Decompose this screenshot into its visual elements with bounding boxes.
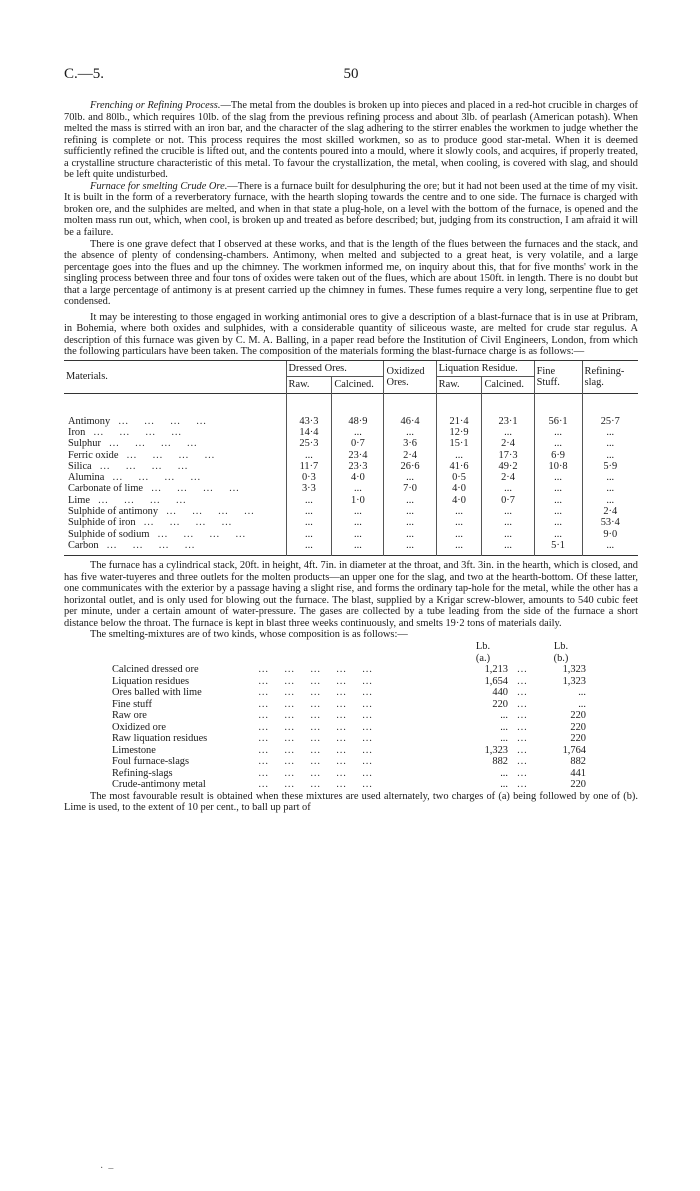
table-cell: 2·4 bbox=[482, 472, 534, 483]
page-body bbox=[64, 100, 638, 814]
table-cell: ... bbox=[332, 540, 384, 556]
paragraph-favourable-result: The most favourable result is obtained when these mixtures are used alternately, two charges of (a) being followed by one of (b). Lime is used, to the extent of 10 per cent., to ball up part of bbox=[64, 790, 638, 814]
mixture-a-amount: 1,654 bbox=[484, 675, 508, 687]
mixture-row: Refining-slags … … … … … ... … 441 bbox=[112, 767, 586, 779]
material-name: Silica … … … … bbox=[68, 460, 188, 472]
material-name: Sulphur … … … … bbox=[68, 438, 198, 450]
table-row bbox=[64, 450, 638, 461]
paragraph-flue-defect: There is one grave defect that I observed at these works, and that is the length of the flues between the furnaces and the stack, and the absence of plenty of condensing-chambers. Antimony, when melted and subjected to a great heat, is very volatile, and a large percentage goes into the flues and up the chimney. The workmen informed me, on inquiry about this, that for five months' work in the singling process between three and four tons of oxides were taken out of the flues, which are about 150ft. in length. There is no doubt but that a large percentage of antimony is at present carried up the chimney in fumes. These fumes require a very long, serpentine flue to get condensed. bbox=[64, 238, 638, 308]
table-cell: ... bbox=[582, 427, 638, 438]
mixture-b-amount: 441 bbox=[570, 767, 586, 779]
table-cell: 2·4 bbox=[482, 438, 534, 449]
table-cell: ... bbox=[436, 529, 482, 540]
mixture-ingredient: Ores balled with lime bbox=[112, 687, 202, 699]
crude-ore-furnace-text: —There is a furnace built for desulphuring the ore; but it had not been used at the time of my visit. It is built in the form of a reverberatory furnace, with the hearth sloping towards the centre and to one side. The furnace is charged with broken ore, and the sulphides are melted, and when in that state a plug-hole, on a level with the bottom of the furnace, is opened and the molten mass run out, which, when cool, is broken up and treated as before described; but, judging from its construction, I am afraid it will be a failure. bbox=[64, 180, 638, 239]
material-name: Sulphide of antimony … … … … bbox=[68, 506, 255, 517]
table-cell: ... bbox=[482, 529, 534, 540]
mixture-row: Limestone … … … … … 1,323 … 1,764 bbox=[112, 744, 586, 756]
header-liquation-calcined: Calcined. bbox=[482, 377, 534, 393]
table-cell: 25·7 bbox=[582, 393, 638, 427]
table-cell: ... bbox=[534, 427, 582, 438]
table-cell: 0·7 bbox=[482, 495, 534, 506]
mixture-ingredient: Crude-antimony metal bbox=[112, 779, 206, 791]
mixture-row: Foul furnace-slags … … … … … 882 … 882 bbox=[112, 756, 586, 768]
header-dressed-ores: Dressed Ores. bbox=[286, 361, 384, 377]
table-cell: 25·3 bbox=[286, 438, 332, 449]
table-cell: 48·9 bbox=[332, 393, 384, 427]
document-reference: C.—5. bbox=[64, 66, 105, 82]
header-materials: Materials. bbox=[64, 361, 286, 394]
table-row bbox=[64, 483, 638, 494]
mixture-ingredient: Calcined dressed ore bbox=[112, 664, 199, 676]
table-cell: ... bbox=[286, 450, 332, 461]
table-cell: 9·0 bbox=[582, 529, 638, 540]
mixture-b-unit: Lb. bbox=[553, 641, 569, 653]
table-cell: 46·4 bbox=[384, 393, 436, 427]
table-cell: ... bbox=[384, 517, 436, 528]
mixture-row: Oxidized ore … … … … … ... … 220 bbox=[112, 721, 586, 733]
mixture-a-amount: ... bbox=[500, 710, 508, 722]
table-cell: ... bbox=[384, 540, 436, 556]
table-row bbox=[64, 506, 638, 517]
table-cell: ... bbox=[582, 438, 638, 449]
mixture-a-unit: Lb. bbox=[475, 641, 491, 653]
header-oxidized-ores: Oxidized Ores. bbox=[384, 361, 436, 394]
table-cell: ... bbox=[436, 506, 482, 517]
mixture-b-amount: 1,764 bbox=[562, 744, 586, 756]
table-row bbox=[64, 461, 638, 472]
mixture-b-amount: ... bbox=[578, 698, 586, 710]
mixture-ingredient: Raw liquation residues bbox=[112, 733, 208, 745]
table-cell: 53·4 bbox=[582, 517, 638, 528]
table-cell: 4·0 bbox=[436, 483, 482, 494]
material-name: Iron … … … … bbox=[68, 426, 182, 438]
mixture-a-amount: 220 bbox=[492, 698, 508, 710]
mixture-a-amount: 440 bbox=[492, 687, 508, 699]
table-cell: 2·4 bbox=[582, 506, 638, 517]
mixture-b-amount: 220 bbox=[570, 779, 586, 791]
table-cell: 1·0 bbox=[332, 495, 384, 506]
mixture-b-amount: 220 bbox=[570, 721, 586, 733]
header-liquation-raw: Raw. bbox=[436, 377, 482, 393]
mixture-row: Liquation residues … … … … … 1,654 … 1,323 bbox=[112, 675, 586, 687]
table-cell: ... bbox=[436, 540, 482, 556]
paragraph-refining-process bbox=[64, 100, 638, 181]
table-cell: ... bbox=[286, 506, 332, 517]
mixture-a-amount: 1,323 bbox=[484, 744, 508, 756]
table-cell: ... bbox=[482, 517, 534, 528]
mixture-a-amount: ... bbox=[500, 767, 508, 779]
header-dressed-calcined: Calcined. bbox=[332, 377, 384, 393]
table-cell: ... bbox=[582, 540, 638, 556]
mixture-a-amount: ... bbox=[500, 721, 508, 733]
table-cell: ... bbox=[384, 495, 436, 506]
table-cell: 23·1 bbox=[482, 393, 534, 427]
table-cell: ... bbox=[534, 495, 582, 506]
table-cell: ... bbox=[482, 506, 534, 517]
table-row bbox=[64, 427, 638, 438]
mixture-b-amount: 220 bbox=[570, 710, 586, 722]
page-number: 50 bbox=[343, 66, 359, 82]
mixture-b-amount: 220 bbox=[570, 733, 586, 745]
refining-process-text: —The metal from the doubles is broken up into pieces and placed in a red-hot crucible in charges of 70lb. and 80lb., which requires 10lb. of the slag from the previous refining process and about 3lb. of pearlash (American potash). When melted the mass is stirred with an iron bar, and the character of the slag adhering to the stirrer enables the workmen to judge whether the refining is complete or not. This process requires the most skilled workmen, so as to produce good star-metal. When it is deemed sufficiently refined the crucible is lifted out, and the contents poured into a mould, where it slowly cools, and acquires, if properly treated, a crystalline structure characteristic of this metal. To favour the crystallization, the metal, when cooling, is covered with slag, and should be left quite undisturbed. bbox=[64, 100, 639, 181]
table-cell: ... bbox=[286, 529, 332, 540]
page-header bbox=[64, 66, 638, 86]
table-cell: ... bbox=[482, 483, 534, 494]
mixture-a-amount: ... bbox=[500, 779, 508, 791]
paragraph-furnace-description: The furnace has a cylindrical stack, 20ft. in height, 4ft. 7in. in diameter at the throat, and 3ft. 3in. in the hearth, which is closed, and has five water-tuyeres and three outlets for the molten products—an upper one for the slag, and two at the hearth-bottom. Of these latter, one communicates with the exterior by a passage having a slight rise, and forms the ordinary tap-hole for the metal, while the other has a horizontal outlet, and is only used for blowing out the furnace. The blast, supplied by a Krigar screw-blower, amounts to 540 cubic feet per minute, under a certain amount of water-pressure. The gases are collected by a tube leading from the side of the furnace a short distance below the throat. The furnace is kept in blast three weeks continuously, and smelts 19·2 tons of materials daily. bbox=[64, 560, 638, 629]
table-row bbox=[64, 495, 638, 506]
table-cell: ... bbox=[534, 483, 582, 494]
mixture-row: Raw liquation residues … … … … … ... … 220 bbox=[112, 733, 586, 745]
mixture-ingredient: Liquation residues bbox=[112, 675, 190, 687]
table-cell: ... bbox=[286, 517, 332, 528]
table-row bbox=[64, 472, 638, 483]
table-cell: 21·4 bbox=[436, 393, 482, 427]
table-row bbox=[64, 517, 638, 528]
table-cell: ... bbox=[436, 517, 482, 528]
table-cell: ... bbox=[332, 529, 384, 540]
material-name: Alumina … … … … bbox=[68, 472, 201, 484]
crude-ore-furnace-heading: Furnace for smelting Crude Ore. bbox=[90, 180, 228, 192]
table-cell: ... bbox=[582, 450, 638, 461]
table-cell: ... bbox=[384, 506, 436, 517]
smelting-mixtures-list bbox=[112, 641, 586, 791]
table-cell: ... bbox=[534, 472, 582, 483]
table-cell: ... bbox=[582, 483, 638, 494]
table-cell: ... bbox=[482, 540, 534, 556]
table-cell: ... bbox=[332, 483, 384, 494]
mixture-row: Crude-antimony metal … … … … … ... … 220 bbox=[112, 779, 586, 791]
mixture-ingredient: Foul furnace-slags bbox=[112, 756, 190, 768]
table-cell: 11·7 bbox=[286, 461, 332, 472]
table-cell: 6·9 bbox=[534, 450, 582, 461]
table-cell: 49·2 bbox=[482, 461, 534, 472]
material-name: Lime … … … … bbox=[68, 494, 187, 506]
table-cell: 43·3 bbox=[286, 393, 332, 427]
mixture-ingredient: Refining-slags bbox=[112, 767, 173, 779]
table-cell: 23·4 bbox=[332, 450, 384, 461]
mixture-ingredient: Limestone bbox=[112, 744, 156, 756]
table-cell: 0·3 bbox=[286, 472, 332, 483]
paragraph-crude-ore-furnace bbox=[64, 181, 638, 239]
table-cell: ... bbox=[286, 540, 332, 556]
table-cell: 10·8 bbox=[534, 461, 582, 472]
mixtures-rows bbox=[112, 664, 586, 791]
table-cell: ... bbox=[286, 495, 332, 506]
table-cell: ... bbox=[332, 517, 384, 528]
table-cell: ... bbox=[534, 529, 582, 540]
mixture-b-amount: 1,323 bbox=[562, 664, 586, 676]
table-cell: ... bbox=[482, 427, 534, 438]
mixture-a-label: (a.) bbox=[475, 652, 491, 664]
material-name: Carbonate of lime … … … … bbox=[68, 483, 240, 495]
table-cell: 14·4 bbox=[286, 427, 332, 438]
table-cell: ... bbox=[534, 517, 582, 528]
mixture-a-amount: 882 bbox=[492, 756, 508, 768]
mixtures-label-row bbox=[112, 653, 586, 665]
table-cell: 41·6 bbox=[436, 461, 482, 472]
table-cell: 3·6 bbox=[384, 438, 436, 449]
materials-table-body bbox=[64, 393, 638, 556]
mixture-ingredient: Fine stuff bbox=[112, 698, 152, 710]
table-row bbox=[64, 393, 638, 427]
table-row bbox=[64, 438, 638, 449]
mixtures-unit-row bbox=[112, 641, 586, 653]
material-name: Ferric oxide … … … … bbox=[68, 449, 215, 461]
header-refining-slag: Refining-slag. bbox=[582, 361, 638, 394]
table-cell: 0·7 bbox=[332, 438, 384, 449]
header-liquation-residue: Liquation Residue. bbox=[436, 361, 534, 377]
table-cell: ... bbox=[332, 506, 384, 517]
materials-composition-table bbox=[64, 360, 638, 556]
mixture-b-amount: 882 bbox=[570, 756, 586, 768]
mixture-b-amount: 1,323 bbox=[562, 675, 586, 687]
table-cell: 5·1 bbox=[534, 540, 582, 556]
table-cell: ... bbox=[534, 506, 582, 517]
table-cell: ... bbox=[332, 427, 384, 438]
table-cell: 0·5 bbox=[436, 472, 482, 483]
table-cell: 12·9 bbox=[436, 427, 482, 438]
table-cell: 17·3 bbox=[482, 450, 534, 461]
mixture-ingredient: Oxidized ore bbox=[112, 721, 166, 733]
table-cell: 15·1 bbox=[436, 438, 482, 449]
table-cell: 5·9 bbox=[582, 461, 638, 472]
header-fine-stuff: Fine Stuff. bbox=[534, 361, 582, 394]
mixture-a-amount: 1,213 bbox=[484, 664, 508, 676]
mixture-row: Ores balled with lime … … … … … 440 … ... bbox=[112, 687, 586, 699]
table-cell: 4·0 bbox=[332, 472, 384, 483]
page-footer-mark: · – bbox=[100, 1163, 114, 1174]
material-name: Sulphide of iron … … … … bbox=[68, 517, 232, 529]
mixture-b-label: (b.) bbox=[553, 652, 569, 664]
table-cell: ... bbox=[582, 472, 638, 483]
mixture-a-amount: ... bbox=[500, 733, 508, 745]
table-cell: ... bbox=[534, 438, 582, 449]
refining-process-heading: Frenching or Refining Process. bbox=[90, 100, 221, 111]
material-name: Sulphide of sodium … … … … bbox=[68, 528, 246, 540]
material-name: Carbon … … … … bbox=[68, 539, 195, 551]
table-cell: 4·0 bbox=[436, 495, 482, 506]
material-name: Antimony … … … … bbox=[68, 415, 207, 427]
mixture-row: Calcined dressed ore … … … … … 1,213 … 1,323 bbox=[112, 664, 586, 676]
table-cell: 2·4 bbox=[384, 450, 436, 461]
table-cell: ... bbox=[384, 427, 436, 438]
mixture-row: Raw ore … … … … … ... … 220 bbox=[112, 710, 586, 722]
table-cell: ... bbox=[582, 495, 638, 506]
paragraph-blast-furnace-intro: It may be interesting to those engaged in working antimonial ores to give a description of a blast-furnace that is in use at Pribram, in Bohemia, where both oxides and sulphides, with a considerable quantity of siliceous waste, are melted for crude star regulus. A description of this furnace was given by C. M. A. Balling, in a paper read before the Institution of Civil Engineers, London, from which the following particulars have been taken. The composition of the materials forming the blast-furnace charge is as follows:— bbox=[64, 311, 638, 358]
mixture-row: Fine stuff … … … … … 220 … ... bbox=[112, 698, 586, 710]
table-cell: 26·6 bbox=[384, 461, 436, 472]
table-row bbox=[64, 540, 638, 556]
table-row bbox=[64, 529, 638, 540]
header-dressed-raw: Raw. bbox=[286, 377, 332, 393]
paragraph-mixtures-intro: The smelting-mixtures are of two kinds, whose composition is as follows:— bbox=[90, 629, 408, 641]
table-cell: ... bbox=[436, 450, 482, 461]
table-cell: 7·0 bbox=[384, 483, 436, 494]
table-cell: ... bbox=[384, 529, 436, 540]
table-cell: 3·3 bbox=[286, 483, 332, 494]
mixture-b-amount: ... bbox=[578, 687, 586, 699]
table-cell: ... bbox=[384, 472, 436, 483]
table-cell: 56·1 bbox=[534, 393, 582, 427]
mixture-ingredient: Raw ore bbox=[112, 710, 147, 722]
table-cell: 23·3 bbox=[332, 461, 384, 472]
